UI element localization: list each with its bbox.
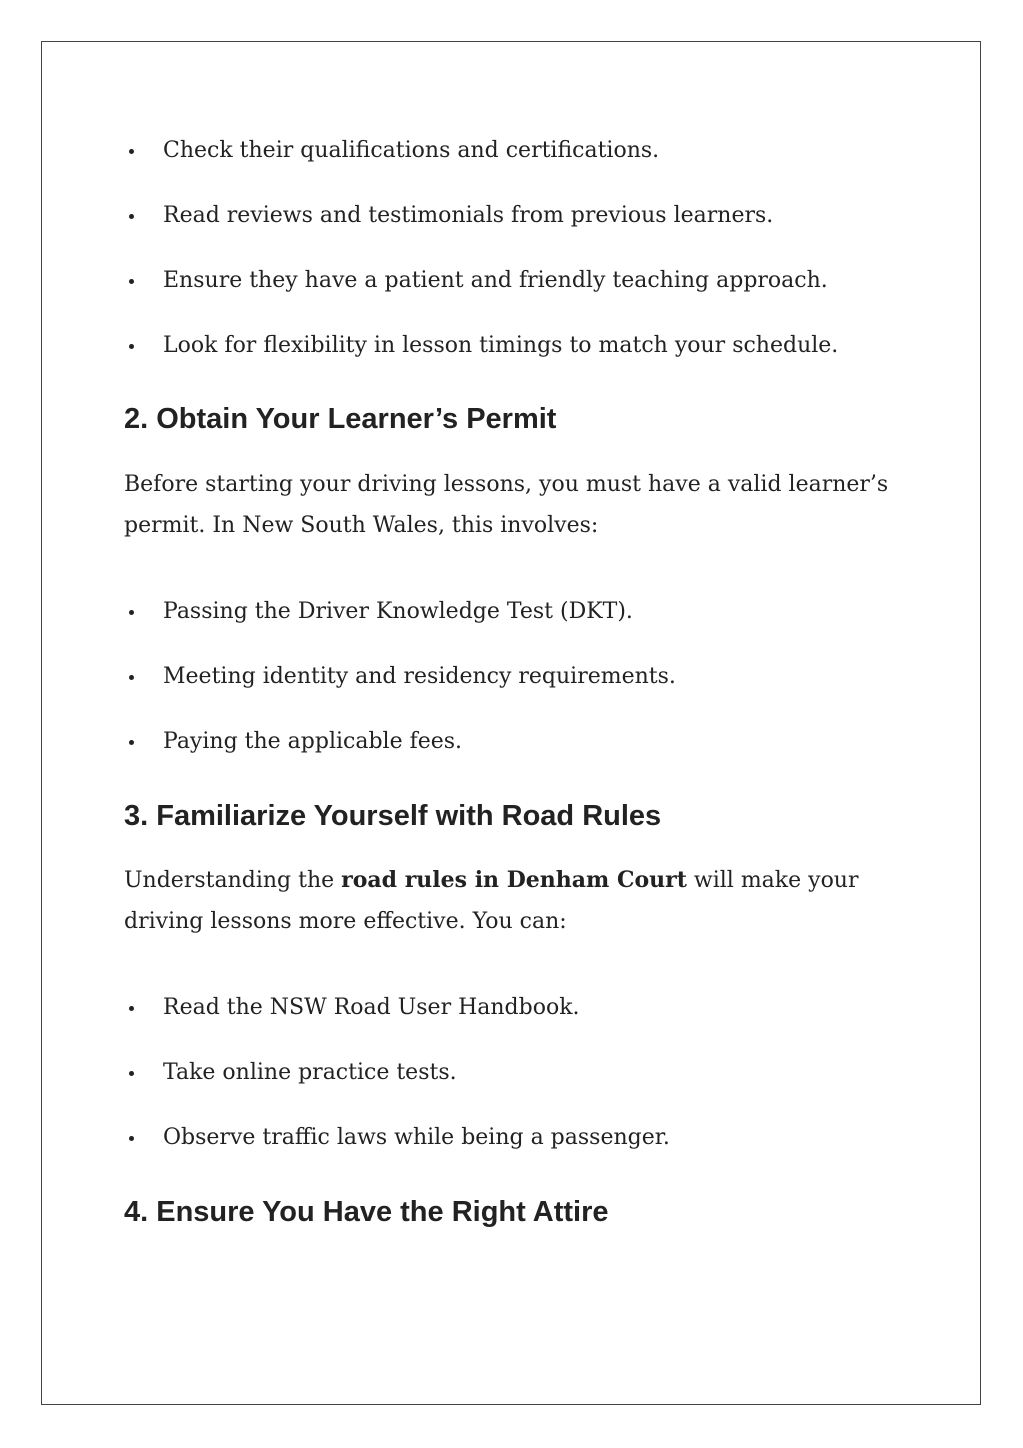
list-item-text: Passing the Driver Knowledge Test (DKT). <box>163 599 633 624</box>
bullet-icon <box>129 675 134 680</box>
list-item-text: Check their qualifications and certifications. <box>163 138 660 163</box>
list-item-text: Read reviews and testimonials from previous learners. <box>163 203 774 228</box>
list-item-text: Meeting identity and residency requirements. <box>163 664 676 689</box>
paragraph-text: Understanding the <box>124 868 342 893</box>
section-heading: 3. Familiarize Yourself with Road Rules <box>124 800 662 832</box>
section-paragraph <box>124 860 914 942</box>
section-paragraph: Before starting your driving lessons, you must have a valid learner’s permit. In New South Wales, this involves: <box>124 472 889 538</box>
list-item-text: Look for flexibility in lesson timings to match your schedule. <box>163 333 839 358</box>
bullet-icon <box>129 1136 134 1141</box>
bullet-icon <box>129 149 134 154</box>
bullet-icon <box>129 1006 134 1011</box>
bullet-icon <box>129 279 134 284</box>
bullet-icon <box>129 1071 134 1076</box>
bold-phrase: road rules in Denham Court <box>341 867 687 893</box>
list-item-text: Take online practice tests. <box>163 1060 457 1085</box>
list-item-text: Read the NSW Road User Handbook. <box>163 995 580 1020</box>
paragraph-text: will make your driving lessons more effective. You can: <box>124 868 859 934</box>
bullet-icon <box>129 214 134 219</box>
bullet-icon <box>129 344 134 349</box>
bullet-icon <box>129 610 134 615</box>
list-item-text: Ensure they have a patient and friendly teaching approach. <box>163 268 828 293</box>
list-item-text: Paying the applicable fees. <box>163 729 463 754</box>
section-heading: 4. Ensure You Have the Right Attire <box>124 1196 609 1228</box>
section-heading: 2. Obtain Your Learner’s Permit <box>124 403 557 435</box>
bullet-icon <box>129 740 134 745</box>
list-item-text: Observe traffic laws while being a passenger. <box>163 1125 670 1150</box>
